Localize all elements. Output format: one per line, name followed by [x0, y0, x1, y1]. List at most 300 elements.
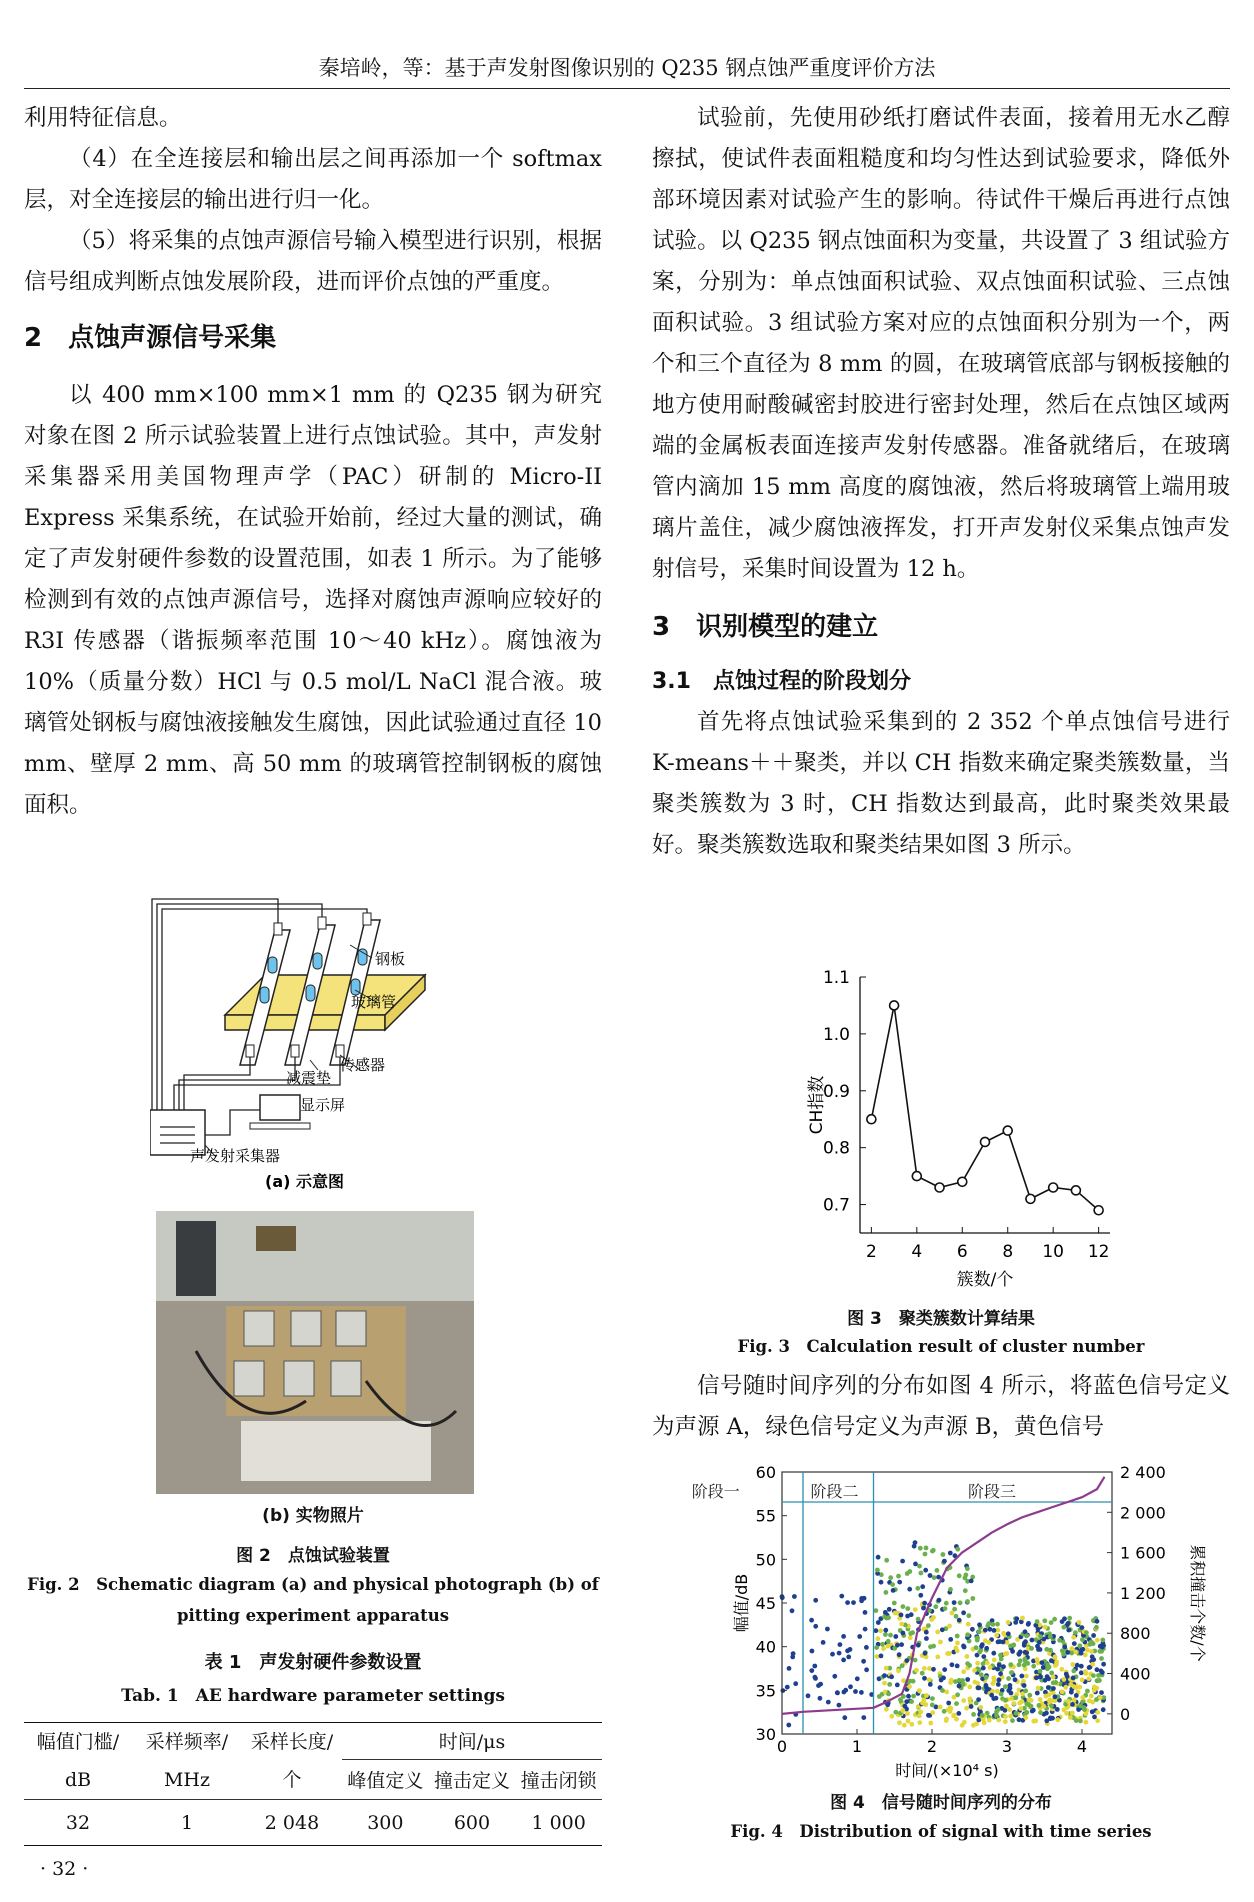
scatter-point-source-c — [968, 1696, 973, 1701]
scatter-point-source-a — [981, 1654, 986, 1659]
right-column-bottom — [652, 1366, 1230, 1448]
scatter-point-source-c — [930, 1710, 935, 1715]
scatter-point-source-b — [887, 1682, 892, 1687]
scatter-point-source-a — [948, 1551, 953, 1556]
scatter-point-source-a — [855, 1676, 860, 1681]
stage-label: 阶段一 — [691, 1482, 740, 1501]
scatter-point-source-b — [954, 1701, 959, 1706]
subsection-heading: 3.1 点蚀过程的阶段划分 — [652, 669, 911, 694]
scatter-point-source-a — [841, 1634, 846, 1639]
scatter-point-source-b — [975, 1636, 980, 1641]
scatter-point-source-c — [991, 1681, 996, 1686]
fig2-caption-cn: 图 2 点蚀试验装置 — [236, 1546, 390, 1566]
scatter-point-source-a — [984, 1646, 989, 1651]
scatter-point-source-b — [994, 1713, 999, 1718]
scatter-point-source-a — [790, 1608, 795, 1613]
x-tick-label: 2 — [926, 1737, 938, 1756]
scatter-point-source-b — [1023, 1688, 1028, 1693]
scatter-point-source-c — [950, 1611, 955, 1616]
scatter-point-source-c — [987, 1640, 992, 1645]
scatter-point-source-c — [897, 1720, 902, 1725]
scatter-point-source-b — [957, 1573, 962, 1578]
scatter-point-source-b — [1024, 1710, 1029, 1715]
scatter-point-source-c — [946, 1707, 951, 1712]
scatter-point-source-c — [945, 1651, 950, 1656]
y2-tick-label: 1 600 — [1120, 1543, 1166, 1563]
y2-tick-label: 800 — [1120, 1624, 1151, 1644]
scatter-point-source-b — [918, 1546, 923, 1551]
scatter-point-source-c — [1089, 1649, 1094, 1654]
table-header: 采样频率/ MHz — [145, 1731, 229, 1791]
scatter-point-source-a — [859, 1596, 864, 1601]
scatter-point-source-b — [1069, 1651, 1074, 1656]
scatter-point-source-b — [888, 1575, 893, 1580]
scatter-point-source-b — [923, 1552, 928, 1557]
scatter-point-source-a — [1006, 1631, 1011, 1636]
data-point — [912, 1172, 921, 1181]
scatter-point-source-b — [1061, 1652, 1066, 1657]
scatter-point-source-c — [938, 1705, 943, 1710]
scatter-point-source-b — [883, 1632, 888, 1637]
scatter-point-source-c — [914, 1668, 919, 1673]
scatter-point-source-c — [973, 1680, 978, 1685]
fig4-caption-cn: 图 4 信号随时间序列的分布 — [830, 1793, 1052, 1813]
scatter-point-source-a — [1065, 1650, 1070, 1655]
scatter-point-source-a — [863, 1627, 868, 1632]
scatter-point-source-a — [857, 1634, 862, 1639]
scatter-point-source-c — [978, 1705, 983, 1710]
scatter-point-source-c — [972, 1668, 977, 1673]
scatter-point-source-c — [944, 1717, 949, 1722]
scatter-point-source-a — [1013, 1677, 1018, 1682]
scatter-point-source-c — [928, 1721, 933, 1726]
y-tick-label: 30 — [755, 1725, 776, 1744]
paragraph: 信号随时间序列的分布如图 4 所示，将蓝色信号定义为声源 A，绿色信号定义为声源 B，黄色信号 — [652, 1373, 1230, 1440]
scatter-point-source-a — [806, 1693, 811, 1698]
scatter-point-source-b — [1003, 1684, 1008, 1689]
scatter-point-source-a — [790, 1655, 795, 1660]
scatter-point-source-b — [905, 1606, 910, 1611]
scatter-point-source-a — [813, 1598, 818, 1603]
data-point — [1094, 1206, 1103, 1215]
table1-caption-en: Tab. 1 AE hardware parameter settings — [121, 1686, 505, 1706]
section-heading: 2 点蚀声源信号采集 — [24, 323, 277, 353]
y-tick-label: 1.0 — [822, 1024, 850, 1045]
y-tick-label: 0.9 — [822, 1081, 850, 1102]
scatter-point-source-a — [984, 1683, 989, 1688]
scatter-point-source-a — [1060, 1619, 1065, 1624]
scatter-point-source-c — [1087, 1698, 1092, 1703]
scatter-point-source-b — [884, 1590, 889, 1595]
scatter-point-source-b — [1073, 1630, 1078, 1635]
scatter-point-source-c — [1009, 1696, 1014, 1701]
y-tick-label: 0.8 — [822, 1138, 850, 1159]
scatter-point-source-b — [979, 1672, 984, 1677]
data-point — [867, 1115, 876, 1124]
scatter-point-source-b — [1084, 1630, 1089, 1635]
paragraph: 首先将点蚀试验采集到的 2 352 个单点蚀信号进行 K-means＋＋聚类，并以 CH 指数来确定聚类簇数量，当聚类簇数为 3 时，CH 指数达到最高，此时聚类效果最好。聚类簇数选取和聚类结果如图 3 所示。 — [652, 709, 1230, 858]
scatter-point-source-c — [922, 1666, 927, 1671]
table-header: 撞击定义 — [433, 1769, 510, 1792]
scatter-point-source-b — [1045, 1662, 1050, 1667]
scatter-point-source-c — [1070, 1662, 1075, 1667]
scatter-point-source-b — [977, 1650, 982, 1655]
scatter-point-source-a — [1079, 1651, 1084, 1656]
scatter-point-source-a — [995, 1667, 1000, 1672]
scatter-point-source-a — [1043, 1678, 1048, 1683]
scatter-point-source-b — [1038, 1710, 1043, 1715]
fig4-signal-distribution-chart — [652, 1462, 1222, 1784]
y2-tick-label: 1 200 — [1120, 1583, 1166, 1603]
scatter-point-source-a — [1030, 1638, 1035, 1643]
scatter-point-source-b — [1027, 1693, 1032, 1698]
scatter-point-source-a — [1072, 1641, 1077, 1646]
paragraph: 以 400 mm×100 mm×1 mm 的 Q235 钢为研究对象在图 2 所示试验装置上进行点蚀试验。其中，声发射采集器采用美国物理声学（PAC）研制的 Micro-II Express 采集系统，在试验开始前，经过大量的测试，确定了声发射硬件参数的设置范围，如表 1 所示。为了能够检测到有效的点蚀声源信号，选择对腐蚀声源响应较好的 R3I 传感器（谐振频率范围 10～40 kHz）。腐蚀液为 10%（质量分数）HCl 与 0.5 mol/L NaCl 混合液。玻璃管处钢板与腐蚀液接触发生腐蚀，因此试验通过直径 10 mm、壁厚 2 mm、高 50 mm 的玻璃管控制钢板的腐蚀面积。 — [24, 382, 602, 818]
section-heading: 3 识别模型的建立 — [652, 612, 879, 642]
scatter-point-source-a — [1019, 1674, 1024, 1679]
scatter-point-source-a — [1095, 1619, 1100, 1624]
scatter-point-source-a — [1048, 1716, 1053, 1721]
label-collector: 声发射采集器 — [190, 1147, 281, 1165]
scatter-point-source-c — [951, 1713, 956, 1718]
scatter-point-source-a — [912, 1544, 917, 1549]
scatter-point-source-c — [1055, 1717, 1060, 1722]
data-point — [935, 1183, 944, 1192]
fig2b-caption: (b) 实物照片 — [262, 1506, 364, 1526]
scatter-point-source-a — [924, 1636, 929, 1641]
scatter-point-source-b — [1085, 1689, 1090, 1694]
scatter-point-source-b — [1008, 1662, 1013, 1667]
scatter-point-source-a — [832, 1674, 837, 1679]
paragraph: 利用特征信息。 — [24, 105, 182, 131]
scatter-point-source-a — [961, 1644, 966, 1649]
scatter-point-source-a — [864, 1645, 869, 1650]
y2-tick-label: 2 000 — [1120, 1503, 1166, 1523]
scatter-point-source-c — [1084, 1711, 1089, 1716]
scatter-point-source-a — [956, 1711, 961, 1716]
scatter-point-source-a — [952, 1600, 957, 1605]
scatter-point-source-a — [846, 1655, 851, 1660]
scatter-point-source-b — [1100, 1638, 1105, 1643]
scatter-point-source-a — [1100, 1670, 1105, 1675]
fig4-caption-en: Fig. 4 Distribution of signal with time series — [730, 1822, 1152, 1841]
y-tick-label: 60 — [755, 1463, 776, 1482]
scatter-point-source-c — [1064, 1711, 1069, 1716]
scatter-point-source-a — [810, 1649, 815, 1654]
scatter-point-source-a — [980, 1642, 985, 1647]
scatter-point-source-a — [1091, 1633, 1096, 1638]
scatter-point-source-a — [916, 1643, 921, 1648]
scatter-point-source-a — [906, 1694, 911, 1699]
fig2-caption-en-1: Fig. 2 Schematic diagram (a) and physical photograph (b) of — [27, 1575, 599, 1594]
scatter-point-source-c — [1060, 1689, 1065, 1694]
scatter-point-source-c — [906, 1719, 911, 1724]
scatter-point-source-c — [1061, 1677, 1066, 1682]
scatter-point-source-c — [991, 1676, 996, 1681]
scatter-point-source-b — [998, 1653, 1003, 1658]
scatter-point-source-b — [1048, 1648, 1053, 1653]
scatter-point-source-c — [1003, 1652, 1008, 1657]
scatter-point-source-b — [967, 1663, 972, 1668]
scatter-point-source-a — [809, 1618, 814, 1623]
scatter-point-source-c — [1021, 1679, 1026, 1684]
scatter-point-source-a — [883, 1628, 888, 1633]
scatter-point-source-c — [1089, 1694, 1094, 1699]
scatter-point-source-c — [1070, 1646, 1075, 1651]
scatter-point-source-b — [1017, 1662, 1022, 1667]
scatter-point-source-c — [878, 1628, 883, 1633]
scatter-point-source-a — [864, 1667, 869, 1672]
scatter-point-source-b — [965, 1633, 970, 1638]
table-cell: 600 — [453, 1811, 491, 1834]
scatter-point-source-a — [818, 1696, 823, 1701]
scatter-point-source-c — [1059, 1667, 1064, 1672]
scatter-point-source-a — [1066, 1621, 1071, 1626]
scatter-point-source-c — [902, 1723, 907, 1728]
scatter-point-source-b — [880, 1642, 885, 1647]
scatter-point-source-b — [916, 1617, 921, 1622]
scatter-point-source-a — [1018, 1650, 1023, 1655]
scatter-point-source-c — [975, 1661, 980, 1666]
scatter-point-source-a — [1091, 1657, 1096, 1662]
scatter-point-source-c — [884, 1666, 889, 1671]
scatter-point-source-b — [999, 1692, 1004, 1697]
scatter-point-source-a — [787, 1666, 792, 1671]
scatter-point-source-a — [923, 1651, 928, 1656]
scatter-point-source-a — [1066, 1628, 1071, 1633]
y-tick-label: 50 — [755, 1550, 776, 1570]
paragraph: （4）在全连接层和输出层之间再添加一个 softmax 层，对全连接层的输出进行归一化。 — [24, 146, 602, 213]
table-cell: 1 — [180, 1811, 194, 1834]
scatter-point-source-b — [977, 1629, 982, 1634]
scatter-point-source-a — [839, 1594, 844, 1599]
scatter-point-source-c — [1068, 1715, 1073, 1720]
scatter-point-source-a — [876, 1555, 881, 1560]
scatter-point-source-b — [984, 1675, 989, 1680]
scatter-point-source-b — [924, 1546, 929, 1551]
scatter-point-source-c — [1033, 1719, 1038, 1724]
scatter-point-source-a — [905, 1614, 910, 1619]
scatter-point-source-a — [895, 1683, 900, 1688]
scatter-point-source-b — [1024, 1701, 1029, 1706]
y-axis-label: 幅值/dB — [732, 1573, 751, 1633]
scatter-point-source-a — [874, 1628, 879, 1633]
scatter-point-source-a — [786, 1723, 791, 1728]
scatter-point-source-a — [1036, 1647, 1041, 1652]
scatter-point-source-a — [1006, 1688, 1011, 1693]
scatter-point-source-b — [1052, 1617, 1057, 1622]
scatter-point-source-a — [879, 1580, 884, 1585]
scatter-point-source-c — [994, 1633, 999, 1638]
scatter-point-source-b — [955, 1547, 960, 1552]
scatter-point-source-a — [997, 1678, 1002, 1683]
table-header: 采样长度/ 个 — [250, 1731, 334, 1791]
scatter-point-source-b — [882, 1615, 887, 1620]
scatter-point-source-c — [1018, 1706, 1023, 1711]
scatter-point-source-b — [886, 1639, 891, 1644]
x-tick-label: 8 — [1002, 1242, 1014, 1262]
data-point — [958, 1177, 967, 1186]
scatter-point-source-c — [909, 1722, 914, 1727]
paragraph: 试验前，先使用砂纸打磨试件表面，接着用无水乙醇擦拭，使试件表面粗糙度和均匀性达到试验要求，降低外部环境因素对试验产生的影响。待试件干燥后再进行点蚀试验。以 Q235 钢点蚀面积为变量，共设置了 3 组试验方案，分别为：单点蚀面积试验、双点蚀面积试验、三点蚀面积试验。3 组试验方案对应的点蚀面积分别为一个，两个和三个直径为 8 mm 的圆，在玻璃管底部与钢板接触的地方使用耐酸碱密封胶进行密封处理，然后在点蚀区域两端的金属板表面连接声发射传感器。准备就绪后，在玻璃管内滴加 15 mm 高度的腐蚀液，然后将玻璃管上端用玻璃片盖住，减少腐蚀液挥发，打开声发射仪采集点蚀声发射信号，采集时间设置为 12 h。 — [652, 105, 1230, 582]
scatter-point-source-a — [903, 1704, 908, 1709]
x-tick-label: 12 — [1087, 1242, 1110, 1262]
scatter-point-source-a — [1001, 1664, 1006, 1669]
scatter-point-source-a — [813, 1675, 818, 1680]
scatter-point-source-a — [940, 1627, 945, 1632]
scatter-point-source-a — [899, 1613, 904, 1618]
scatter-point-source-b — [926, 1623, 931, 1628]
y2-axis-label: 累积撞击个数/个 — [1188, 1544, 1207, 1662]
x-tick-label: 1 — [851, 1737, 863, 1756]
scatter-point-source-b — [911, 1694, 916, 1699]
scatter-point-source-a — [907, 1587, 912, 1592]
scatter-point-source-a — [976, 1685, 981, 1690]
scatter-point-source-b — [1031, 1664, 1036, 1669]
scatter-point-source-a — [942, 1559, 947, 1564]
scatter-point-source-a — [793, 1681, 798, 1686]
y-tick-label: 35 — [755, 1681, 776, 1701]
scatter-point-source-a — [895, 1643, 900, 1648]
scatter-point-source-a — [1035, 1691, 1040, 1696]
scatter-point-source-b — [963, 1576, 968, 1581]
scatter-point-source-b — [1049, 1703, 1054, 1708]
scatter-point-source-b — [1010, 1718, 1015, 1723]
label-damper: 减震垫 — [286, 1069, 332, 1087]
scatter-point-source-a — [946, 1701, 951, 1706]
scatter-point-source-c — [882, 1681, 887, 1686]
scatter-point-source-a — [941, 1676, 946, 1681]
scatter-point-source-c — [1053, 1654, 1058, 1659]
scatter-point-source-b — [890, 1582, 895, 1587]
fig3-caption-en: Fig. 3 Calculation result of cluster number — [737, 1337, 1145, 1356]
y-tick-label: 40 — [755, 1637, 776, 1657]
scatter-point-source-a — [1099, 1690, 1104, 1695]
scatter-point-source-a — [1008, 1683, 1013, 1688]
scatter-point-source-b — [1095, 1678, 1100, 1683]
fig3-ch-index-chart — [750, 965, 1120, 1300]
fig2-caption-en-2: pitting experiment apparatus — [177, 1606, 449, 1625]
scatter-point-source-b — [1071, 1669, 1076, 1674]
scatter-point-source-c — [931, 1615, 936, 1620]
scatter-point-source-a — [976, 1718, 981, 1723]
scatter-point-source-c — [917, 1714, 922, 1719]
y-tick-label: 0.7 — [822, 1195, 850, 1216]
scatter-point-source-c — [967, 1685, 972, 1690]
scatter-point-source-c — [1077, 1620, 1082, 1625]
scatter-point-source-c — [1017, 1701, 1022, 1706]
scatter-point-source-c — [886, 1644, 891, 1649]
scatter-point-source-c — [1092, 1685, 1097, 1690]
scatter-point-source-a — [785, 1685, 790, 1690]
label-tube: 玻璃管 — [351, 993, 397, 1011]
scatter-point-source-a — [900, 1559, 905, 1564]
scatter-point-source-a — [838, 1642, 843, 1647]
table-header: 峰值定义 — [347, 1769, 424, 1792]
scatter-point-source-c — [901, 1708, 906, 1713]
scatter-point-source-c — [1024, 1674, 1029, 1679]
scatter-point-source-a — [861, 1659, 866, 1664]
scatter-point-source-b — [1003, 1698, 1008, 1703]
scatter-point-source-c — [1068, 1682, 1073, 1687]
table-cell: 2 048 — [264, 1811, 320, 1834]
scatter-point-source-a — [1024, 1651, 1029, 1656]
scatter-point-source-c — [1063, 1685, 1068, 1690]
scatter-point-source-c — [961, 1698, 966, 1703]
stage-label: 阶段二 — [810, 1482, 859, 1501]
scatter-point-source-c — [1084, 1720, 1089, 1725]
scatter-point-source-c — [1070, 1711, 1075, 1716]
page-number: · 32 · — [40, 1858, 89, 1880]
table-row — [24, 1800, 602, 1846]
scatter-point-source-a — [1074, 1693, 1079, 1698]
scatter-point-source-a — [816, 1683, 821, 1688]
scatter-point-source-a — [1100, 1645, 1105, 1650]
scatter-point-source-a — [837, 1703, 842, 1708]
scatter-point-source-a — [889, 1674, 894, 1679]
scatter-point-source-c — [1003, 1714, 1008, 1719]
scatter-point-source-a — [859, 1690, 864, 1695]
scatter-point-source-c — [881, 1646, 886, 1651]
scatter-point-source-b — [970, 1596, 975, 1601]
scatter-point-source-a — [879, 1654, 884, 1659]
scatter-point-source-b — [884, 1558, 889, 1563]
table-header: 时间/μs — [342, 1723, 602, 1760]
fig2-photo — [156, 1211, 474, 1494]
scatter-point-source-a — [812, 1664, 817, 1669]
scatter-point-source-a — [976, 1697, 981, 1702]
scatter-point-source-a — [821, 1640, 826, 1645]
scatter-point-source-a — [923, 1568, 928, 1573]
scatter-point-source-b — [1082, 1707, 1087, 1712]
scatter-point-source-a — [891, 1588, 896, 1593]
scatter-point-source-c — [1003, 1719, 1008, 1724]
scatter-point-source-c — [992, 1658, 997, 1663]
scatter-point-source-b — [963, 1588, 968, 1593]
scatter-point-source-c — [927, 1666, 932, 1671]
table-header: 撞击闭锁 — [520, 1769, 597, 1792]
scatter-point-source-a — [899, 1642, 904, 1647]
running-title: 秦培岭，等：基于声发射图像识别的 Q235 钢点蚀严重度评价方法 — [318, 56, 936, 80]
scatter-point-source-b — [874, 1645, 879, 1650]
scatter-point-source-a — [961, 1610, 966, 1615]
scatter-point-source-a — [924, 1630, 929, 1635]
scatter-point-source-c — [1007, 1707, 1012, 1712]
scatter-point-source-b — [944, 1601, 949, 1606]
scatter-point-source-a — [830, 1652, 835, 1657]
scatter-point-source-c — [1086, 1676, 1091, 1681]
x-tick-label: 6 — [956, 1242, 968, 1262]
scatter-point-source-c — [1095, 1638, 1100, 1643]
scatter-point-source-a — [1001, 1640, 1006, 1645]
scatter-point-source-a — [942, 1667, 947, 1672]
scatter-point-source-b — [942, 1709, 947, 1714]
scatter-point-source-b — [1006, 1676, 1011, 1681]
table-cell: 32 — [65, 1811, 91, 1834]
scatter-point-source-a — [1037, 1640, 1042, 1645]
scatter-point-source-b — [1009, 1670, 1014, 1675]
scatter-point-source-c — [955, 1648, 960, 1653]
scatter-point-source-c — [899, 1622, 904, 1627]
scatter-point-source-c — [987, 1718, 992, 1723]
scatter-point-source-a — [1095, 1667, 1100, 1672]
scatter-point-source-c — [1042, 1704, 1047, 1709]
scatter-point-source-c — [965, 1654, 970, 1659]
scatter-point-source-b — [1080, 1637, 1085, 1642]
scatter-point-source-a — [981, 1666, 986, 1671]
scatter-point-source-a — [848, 1684, 853, 1689]
x-tick-label: 4 — [911, 1242, 923, 1262]
